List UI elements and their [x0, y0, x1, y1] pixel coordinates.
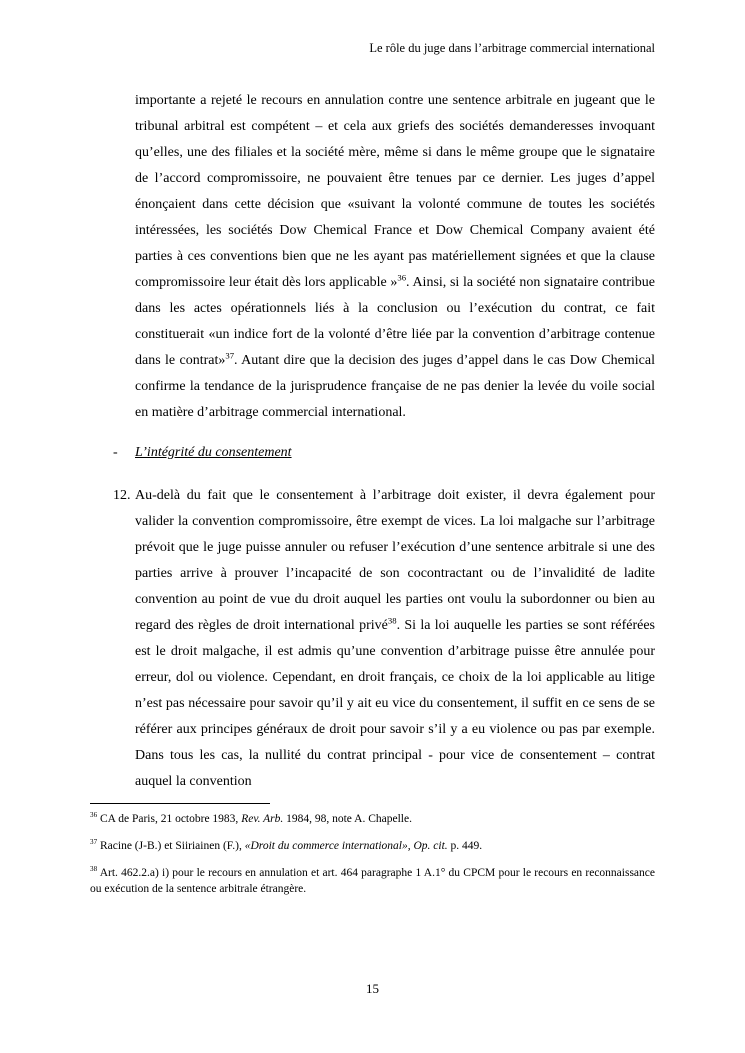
heading-text: L’intégrité du consentement: [135, 445, 292, 460]
footnote-ref: 38: [387, 615, 397, 626]
footnote-ref: 37: [225, 350, 235, 361]
footnote-37: [90, 838, 655, 854]
footnote-36: [90, 811, 655, 827]
text-run: 1984, 98, note A. Chapelle.: [283, 813, 412, 825]
text-run: Au-delà du fait que le consentement à l’arbitrage doit exister, il devra également pour valider la convention compromissoire, être exempt de vices. La loi malgache sur l’arbitrage prévoit que le juge puisse annuler ou refuser l’exécution d’une sentence arbitrale si une des parties arrive à prouver l’incapacité de son cocontractant ou de l’invalidité de ladite convention au point de vue du droit auquel les parties ont voulu la subordonner ou bien au regard des règles de droit international privé: [135, 488, 655, 633]
running-title: Le rôle du juge dans l’arbitrage commercial international: [369, 41, 655, 55]
numbered-paragraph-text: [135, 483, 655, 795]
footnote-38: [90, 865, 655, 897]
text-run: . Autant dire que la decision des juges d’appel dans le cas Dow Chemical confirme la tendance de la jurisprudence française de ne pas denier la levée du voile social en matière d’arbitrage commercial international.: [135, 353, 655, 420]
section-heading: [113, 440, 655, 466]
text-run: p. 449.: [447, 840, 483, 852]
body-paragraph: [135, 88, 655, 426]
page-number: 15: [366, 981, 379, 996]
page-header: [90, 40, 655, 56]
text-run: . Ainsi, si la société non signataire contribue dans les actes opérationnels liés à la conclusion ou l’exécution du contrat, ce fait constituerait «un indice fort de la volonté d’être liée par la convention d’arbitrage contenue dans le contrat»: [135, 275, 655, 368]
footnote-ref: 37: [90, 838, 98, 847]
footnote-ref: 36: [397, 272, 407, 283]
text-run: importante a rejeté le recours en annulation contre une sentence arbitrale en jugeant que le tribunal arbitral est compétent – et cela aux griefs des sociétés demanderesses invoquant qu’elles, une des filiales et la société mère, même si dans le même groupe que le signataire de l’accord compromissoire, ne pouvaient être tenues par ce dernier. Les juges d’appel énonçaient dans cette décision que «suivant la volonté commune de toutes les sociétés intéressées, les sociétés Dow Chemical France et Dow Chemical Company avaient été parties à ces conventions bien que ne les ayant pas matériellement signées et que la clause compromissoire leur était dès lors applicable »: [135, 93, 655, 290]
footnote-ref: 36: [90, 811, 98, 820]
paragraph-number: 12.: [113, 488, 131, 503]
numbered-paragraph: [113, 483, 655, 795]
document-body: [90, 88, 655, 795]
text-run: . Si la loi auquelle les parties se sont référées est le droit malgache, il est admis qu’une convention d’arbitrage puisse être annulée pour erreur, dol ou violence. Cependant, en droit français, ce choix de la loi applicable au litige n’est pas nécessaire pour savoir qu’il y ait eu vice du consentement, il suffit en ce sens de se référer aux principes généraux de droit pour savoir s’il y a eu violence ou pas par exemple. Dans tous les cas, la nullité du contrat principal - pour vice de consentement – contrat auquel la convention: [135, 618, 656, 789]
heading-dash: -: [113, 445, 118, 460]
text-run: Art. 462.2.a) i) pour le recours en annulation et art. 464 paragraphe 1 A.1° du CPCM pour le recours en reconnaissance ou exécution de la sentence arbitrale étrangère.: [90, 867, 655, 895]
italic-citation: Rev. Arb.: [241, 813, 284, 825]
text-run: Racine (J-B.) et Siiriainen (F.),: [97, 840, 245, 852]
footnote-ref: 38: [90, 865, 98, 874]
italic-citation: «Droit du commerce international», Op. cit.: [244, 840, 448, 852]
footnote-separator-rule: [90, 803, 270, 804]
text-run: CA de Paris, 21 octobre 1983,: [97, 813, 242, 825]
footnotes-section: [90, 803, 655, 897]
